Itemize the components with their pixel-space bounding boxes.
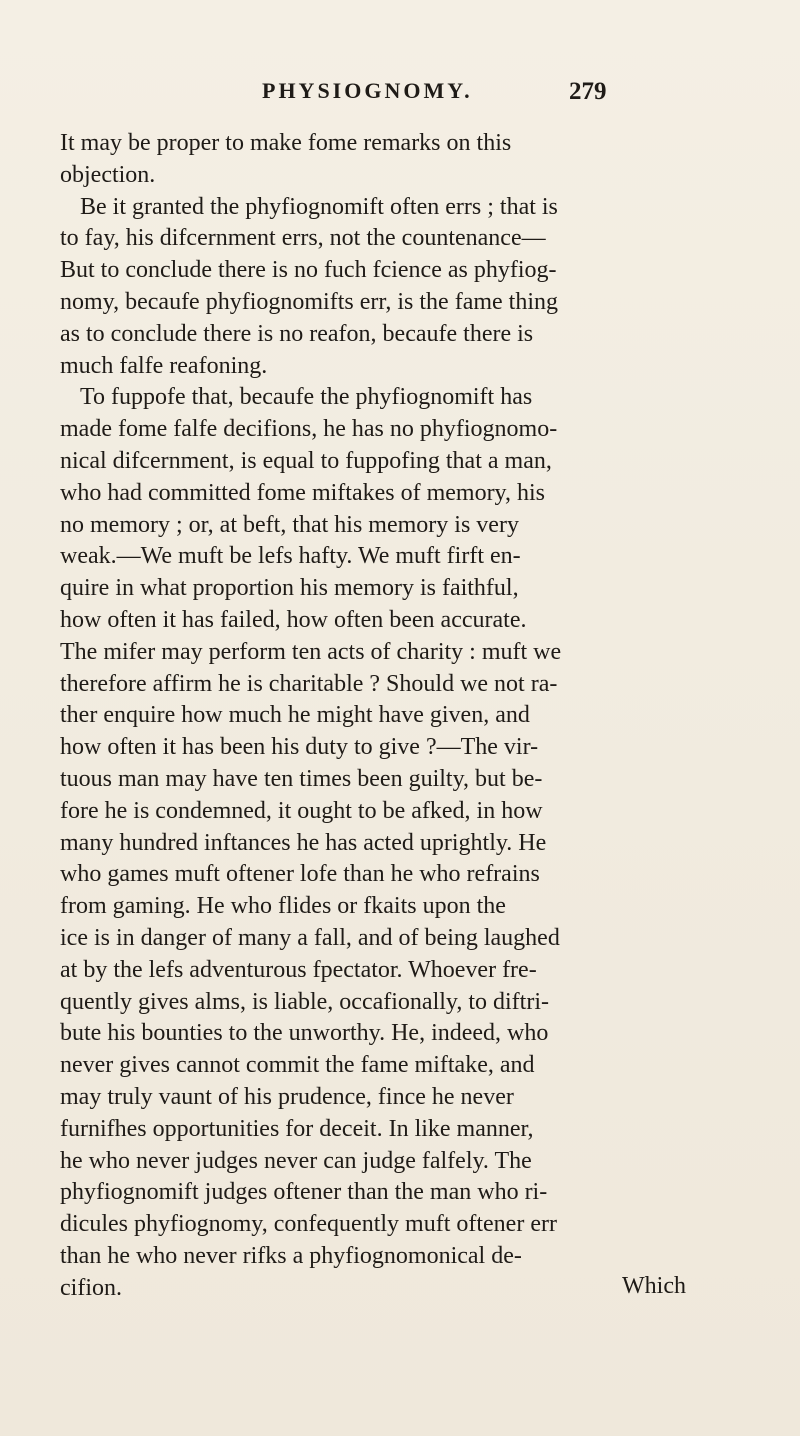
text-line-13: no memory ; or, at beft, that his memory is very bbox=[60, 511, 519, 538]
text-line-26: ice is in danger of many a fall, and of being laughed bbox=[60, 924, 560, 951]
text-line-12: who had committed fome miftakes of memory, his bbox=[60, 479, 546, 506]
text-line-31: may truly vaunt of his prudence, fince he never bbox=[60, 1083, 514, 1110]
text-line-29: bute his bounties to the unworthy. He, indeed, who bbox=[60, 1020, 549, 1047]
text-line-37: cifion. bbox=[60, 1274, 122, 1301]
text-line-8: much falfe reafoning. bbox=[60, 352, 268, 379]
text-line-34: phyfiognomift judges oftener than the man who ri- bbox=[60, 1179, 548, 1206]
text-line-23: many hundred inftances he has acted uprightly. He bbox=[60, 829, 547, 856]
page-body bbox=[60, 128, 730, 1304]
text-line-1: It may be proper to make fome remarks on this bbox=[60, 130, 512, 156]
text-line-18: therefore affirm he is charitable ? Should we not ra- bbox=[60, 670, 558, 697]
text-line-10: made fome falfe decifions, he has no phyfiognomo- bbox=[60, 416, 558, 443]
page-number: 279 bbox=[569, 78, 607, 105]
text-line-4: to fay, his difcernment errs, not the countenance— bbox=[60, 225, 546, 252]
text-line-22: fore he is condemned, it ought to be afked, in how bbox=[60, 797, 543, 824]
text-line-3: Be it granted the phyfiognomift often errs ; that is bbox=[80, 193, 558, 220]
text-line-28: quently gives alms, is liable, occafionally, to diftri- bbox=[60, 988, 549, 1015]
text-line-6: nomy, becaufe phyfiognomifts err, is the fame thing bbox=[60, 288, 559, 315]
running-head: PHYSIOGNOMY. bbox=[262, 78, 473, 103]
text-line-15: quire in what proportion his memory is faithful, bbox=[60, 575, 519, 602]
text-line-36: than he who never rifks a phyfiognomonical de- bbox=[60, 1242, 522, 1269]
page-header bbox=[0, 78, 800, 108]
text-line-5: But to conclude there is no fuch fcience as phyfiog- bbox=[60, 257, 557, 284]
text-line-14: weak.—We muft be lefs hafty. We muft firft en- bbox=[60, 543, 521, 570]
text-line-27: at by the lefs adventurous fpectator. Whoever fre- bbox=[60, 956, 537, 983]
text-line-19: ther enquire how much he might have given, and bbox=[60, 702, 530, 729]
text-line-2: objection. bbox=[60, 161, 156, 188]
text-line-17: The mifer may perform ten acts of charity : muft we bbox=[60, 638, 562, 665]
text-line-25: from gaming. He who flides or fkaits upon the bbox=[60, 893, 506, 920]
text-line-30: never gives cannot commit the fame miftake, and bbox=[60, 1052, 535, 1079]
text-line-7: as to conclude there is no reafon, becaufe there is bbox=[60, 320, 534, 347]
text-line-24: who games muft oftener lofe than he who refrains bbox=[60, 861, 540, 888]
text-line-35: dicules phyfiognomy, confequently muft oftener err bbox=[60, 1211, 557, 1238]
text-line-33: he who never judges never can judge falfely. The bbox=[60, 1147, 532, 1174]
text-line-20: how often it has been his duty to give ?—The vir- bbox=[60, 734, 539, 761]
text-line-32: furnifhes opportunities for deceit. In like manner, bbox=[60, 1115, 534, 1142]
text-line-9: To fuppofe that, becaufe the phyfiognomift has bbox=[80, 384, 533, 411]
text-line-21: tuous man may have ten times been guilty, but be- bbox=[60, 765, 543, 792]
catchword: Which bbox=[622, 1273, 686, 1299]
text-line-16: how often it has failed, how often been accurate. bbox=[60, 606, 527, 633]
text-line-11: nical difcernment, is equal to fuppofing that a man, bbox=[60, 447, 552, 474]
